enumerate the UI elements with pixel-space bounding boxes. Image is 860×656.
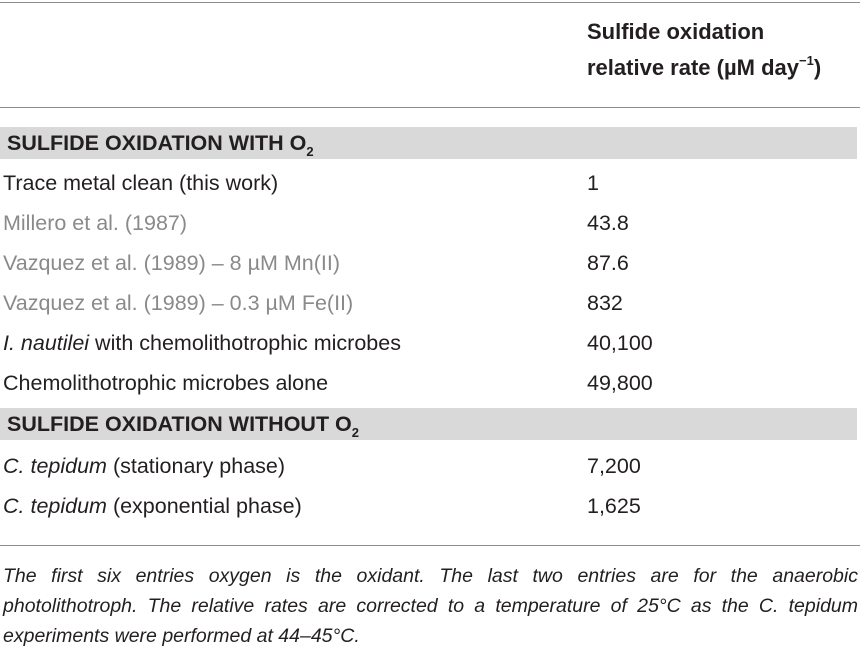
row-label: Vazquez et al. (1989) – 8 µM Mn(II)	[3, 251, 341, 275]
row-label: Trace metal clean (this work)	[3, 171, 279, 195]
column-header-line-2: relative rate (µM day$^{-1}$)	[587, 53, 822, 80]
row-value: 87.6	[587, 251, 629, 275]
row-label: C. tepidum (exponential phase)	[3, 494, 302, 518]
row-value: 832	[587, 291, 623, 315]
table-row	[0, 283, 860, 323]
row-label: Vazquez et al. (1989) – 0.3 µM Fe(II)	[3, 291, 354, 315]
bottom-rule	[0, 545, 860, 546]
unit-exponent: −1	[799, 53, 814, 68]
header-rule	[0, 107, 860, 108]
row-value: 43.8	[587, 211, 629, 235]
column-header-rate	[587, 14, 859, 86]
row-value: 40,100	[587, 331, 653, 355]
row-value: 1,625	[587, 494, 641, 518]
row-label: Millero et al. (1987)	[3, 211, 188, 235]
section-header-without-o2: SULFIDE OXIDATION WITHOUT $O_2$	[0, 408, 857, 440]
table-row	[0, 163, 860, 203]
row-label: I. nautilei with chemolithotrophic microbes	[3, 331, 401, 355]
table-row	[0, 446, 860, 486]
table-row	[0, 323, 860, 363]
table-row	[0, 486, 860, 526]
section-header-with-o2: SULFIDE OXIDATION WITH $O_2$	[0, 127, 857, 159]
table-row	[0, 363, 860, 403]
row-value: 1	[587, 171, 599, 195]
row-label: C. tepidum (stationary phase)	[3, 454, 286, 478]
row-label: Chemolithotrophic microbes alone	[3, 371, 329, 395]
row-value: 7,200	[587, 454, 641, 478]
table-row	[0, 203, 860, 243]
top-rule	[0, 2, 860, 3]
table-row	[0, 243, 860, 283]
column-header-line-1: Sulfide oxidation	[587, 19, 765, 44]
table-footnote: The first six entries oxygen is the oxidant. The last two entries are for the anaerobic photolithotroph. The relative rates are corrected to a temperature of 25°C as the C. tepidum experiments were performed at 44–45°C.	[3, 565, 858, 647]
row-value: 49,800	[587, 371, 653, 395]
